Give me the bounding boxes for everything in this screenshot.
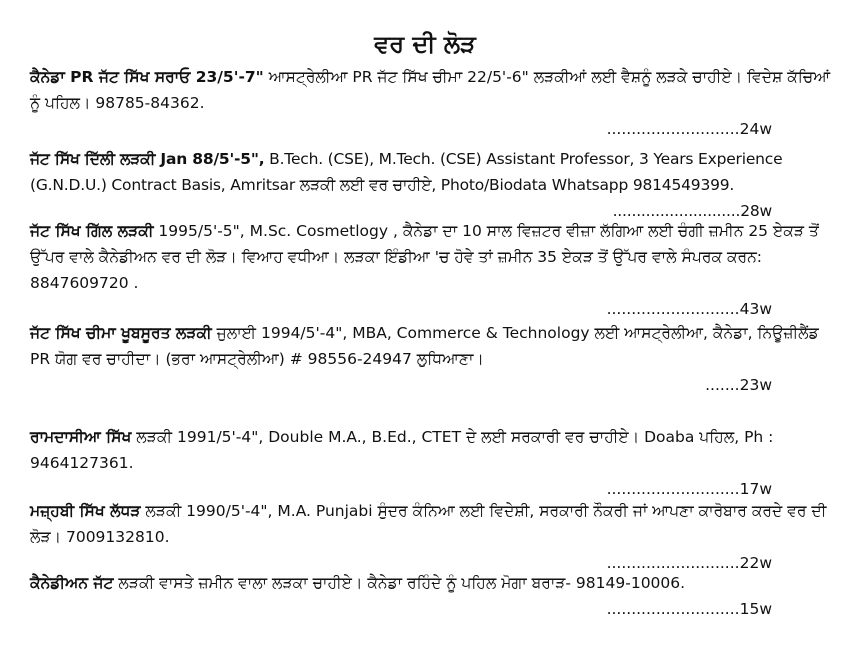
ad-text (30, 570, 832, 596)
ad-body: ਲੜਕੀ 1990/5'-4", M.A. Punjabi ਸੁੰਦਰ ਕੰਨਿਆ ਲਈ ਵਿਦੇਸ਼ੀ, ਸਰਕਾਰੀ ਨੌਕਰੀ ਜਾਂ ਆਪਣਾ ਕਾਰੋਬਾਰ ਕਰਦੇ ਵਰ ਦੀ ਲੋੜ। 7009132810. (30, 502, 827, 546)
ad-text (30, 218, 832, 296)
ad-body: ਲੜਕੀ ਵਾਸਤੇ ਜ਼ਮੀਨ ਵਾਲਾ ਲੜਕਾ ਚਾਹੀਏ। ਕੈਨੇਡਾ ਰਹਿੰਦੇ ਨੂੰ ਪਹਿਲ ਮੋਗਾ ਬਰਾੜ- 98149-10006. (113, 574, 686, 592)
ad-body: B.Tech. (CSE), M.Tech. (CSE) Assistant Professor, 3 Years Experience (G.N.D.U.) Contract Basis, Amritsar ਲੜਕੀ ਲਈ ਵਰ ਚਾਹੀਏ, Photo/Biodata Whatsapp 9814549399. (30, 150, 783, 194)
ad-text (30, 64, 832, 116)
ad-item (30, 146, 832, 224)
ad-text (30, 424, 832, 476)
ad-lead: ਕੈਨੇਡੀਅਨ ਜੱਟ (30, 574, 114, 592)
ad-body: ਲੜਕੀ 1991/5'-4", Double M.A., B.Ed., CTET ਦੇ ਲਈ ਸਰਕਾਰੀ ਵਰ ਚਾਹੀਏ। Doaba ਪਹਿਲ, Ph : 9464127361. (30, 428, 774, 472)
ad-item (30, 498, 832, 576)
ad-text (30, 320, 832, 372)
ad-lead: ਮਜ਼੍ਹਬੀ ਸਿੱਖ ਲੱਧੜ (30, 502, 141, 520)
ad-item (30, 320, 832, 398)
ad-item (30, 218, 832, 322)
ad-item (30, 424, 832, 502)
ad-body: 1995/5'-5", M.Sc. Cosmetlogy , ਕੈਨੇਡਾ ਦਾ 10 ਸਾਲ ਵਿਜ਼ਟਰ ਵੀਜ਼ਾ ਲੱਗਿਆ ਲਈ ਚੰਗੀ ਜ਼ਮੀਨ 25 ਏਕੜ ਤੋਂ ਉੱਪਰ ਵਾਲੇ ਕੈਨੇਡੀਅਨ ਵਰ ਦੀ ਲੋੜ। ਵਿਆਹ ਵਧੀਆ। ਲੜਕਾ ਇੰਡੀਆ 'ਚ ਹੋਵੇ ਤਾਂ ਜ਼ਮੀਨ 35 ਏਕੜ ਤੋਂ ਉੱਪਰ ਵਾਲੇ ਸੰਪਰਕ ਕਰਨ: 8847609720 . (30, 222, 819, 292)
ad-code: ...........................17w (606, 480, 772, 498)
ad-lead: ਕੈਨੇਡਾ PR ਜੱਟ ਸਿੱਖ ਸਰਾਓ 23/5'-7" (30, 68, 264, 86)
ad-lead: ਰਾਮਦਾਸੀਆ ਸਿੱਖ (30, 428, 132, 446)
page-title: ਵਰ ਦੀ ਲੋੜ (374, 30, 476, 58)
ad-body: ਜੁਲਾਈ 1994/5'-4", MBA, Commerce & Technology ਲਈ ਆਸਟ੍ਰੇਲੀਆ, ਕੈਨੇਡਾ, ਨਿਊਜ਼ੀਲੈਂਡ PR ਯੋਗ ਵਰ ਚਾਹੀਦਾ। (ਭਰਾ ਆਸਟ੍ਰੇਲੀਆ) # 98556-24947 ਲੁਧਿਆਣਾ। (30, 324, 819, 368)
ad-text (30, 146, 832, 198)
ad-code: ...........................28w (612, 202, 772, 220)
ad-code: ...........................15w (606, 600, 772, 618)
ad-item (30, 570, 832, 622)
ad-lead: ਜੱਟ ਸਿੱਖ ਦਿੱਲੀ ਲੜਕੀ Jan 88/5'-5", (30, 150, 265, 168)
ad-text (30, 498, 832, 550)
ad-code: ...........................24w (606, 120, 772, 138)
ad-body: ਆਸਟ੍ਰੇਲੀਆ PR ਜੱਟ ਸਿੱਖ ਚੀਮਾ 22/5'-6" ਲੜਕੀਆਂ ਲਈ ਵੈਸ਼ਨੂੰ ਲੜਕੇ ਚਾਹੀਏ। ਵਿਦੇਸ਼ ਕੱਚਿਆਂ ਨੂੰ ਪਹਿਲ। 98785-84362. (30, 68, 831, 112)
ad-item (30, 64, 832, 142)
ad-lead: ਜੱਟ ਸਿੱਖ ਚੀਮਾ ਖੂਬਸੂਰਤ ਲੜਕੀ (30, 324, 212, 342)
ad-code: .......23w (705, 376, 772, 394)
ad-code: ...........................22w (606, 554, 772, 572)
ad-lead: ਜੱਟ ਸਿੱਖ ਗਿੱਲ ਲੜਕੀ (30, 222, 154, 240)
ad-code: ...........................43w (606, 300, 772, 318)
